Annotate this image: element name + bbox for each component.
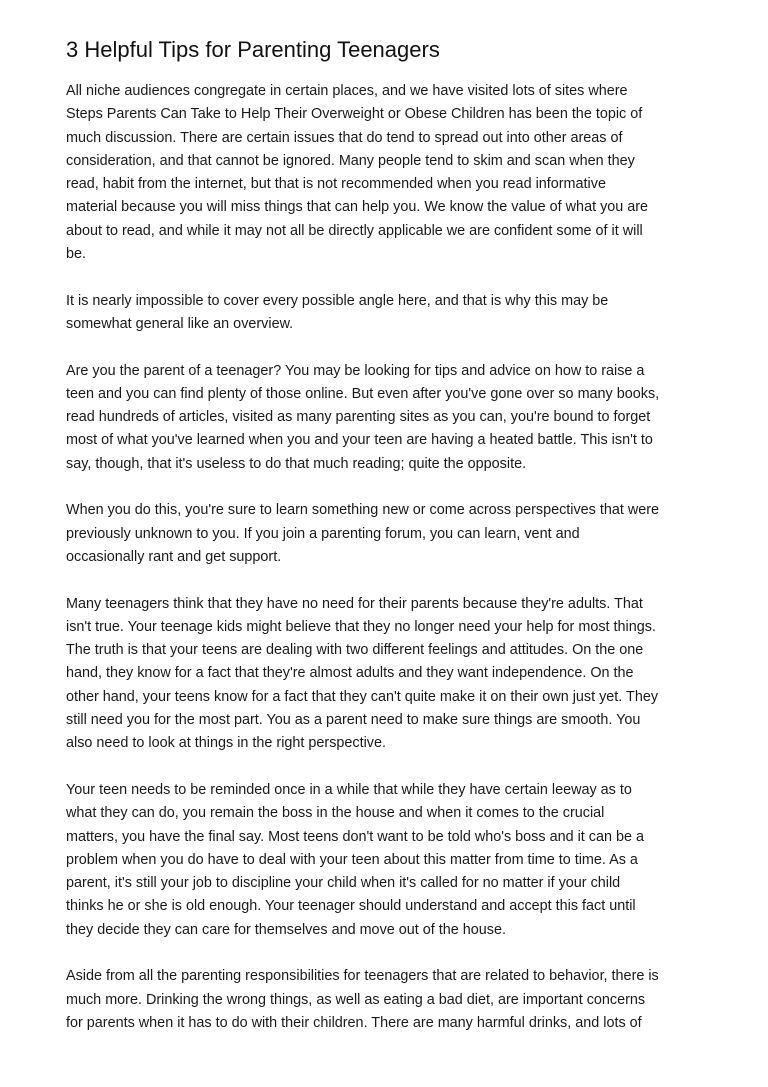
paragraph-1: All niche audiences congregate in certain places, and we have visited lots of sites where Steps Parents Can Take to Help Their Overweight or Obese Children has been the topic of much discussion. There are certain issues that do tend to spread out into other areas of consideration, and that cannot be ignored. Many people tend to skim and scan when they read, habit from the internet, but that is not recommended when you read informative material because you will miss things that can help you. We know the value of what you are about to read, and while it may not all be directly applicable we are confident some of it will be. bbox=[66, 83, 649, 263]
paragraph-5: Many teenagers think that they have no need for their parents because they're adults. That isn't true. Your teenage kids might believe that they no longer need your help for most things. The truth is that your teens are dealing with two different feelings and attitudes. On the one hand, they know for a fact that they're almost adults and they want independence. On the other hand, your teens know for a fact that they can't quite make it on their own just yet. They still need you for the most part. You as a parent need to make sure things are smooth. You also need to look at things in the right perspective. bbox=[66, 595, 659, 752]
paragraph-6: Your teen needs to be reminded once in a while that while they have certain leeway as to what they can do, you remain the boss in the house and when it comes to the crucial matters, you have the final say. Most teens don't want to be told who's boss and it can be a problem when you do have to deal with your teen about this matter from time to time. As a parent, it's still your job to discipline your child when it's called for no matter if your child thinks he or she is old enough. Your teenager should understand and accept this fact until they decide they can care for themselves and move out of the house. bbox=[66, 781, 644, 938]
paragraph-4: When you do this, you're sure to learn something new or come across perspectives that were previously unknown to you. If you join a parenting forum, you can learn, vent and occasionally rant and get support. bbox=[66, 502, 660, 565]
paragraph-7: Aside from all the parenting responsibilities for teenagers that are related to behavior, there is much more. Drinking the wrong things, as well as eating a bad diet, are important concerns for parents when it has to do with their children. There are many harmful drinks, and lots of bbox=[66, 968, 659, 1031]
page-title: 3 Helpful Tips for Parenting Teenagers bbox=[66, 37, 440, 62]
paragraph-2: It is nearly impossible to cover every possible angle here, and that is why this may be somewhat general like an overview. bbox=[66, 292, 609, 332]
paragraph-3: Are you the parent of a teenager? You may be looking for tips and advice on how to raise a teen and you can find plenty of those online. But even after you've gone over so many books, read hundreds of articles, visited as many parenting sites as you can, you're bound to forget most of what you've learned when you and your teen are having a heated battle. This isn't to say, though, that it's useless to do that much reading; quite the opposite. bbox=[66, 362, 660, 472]
